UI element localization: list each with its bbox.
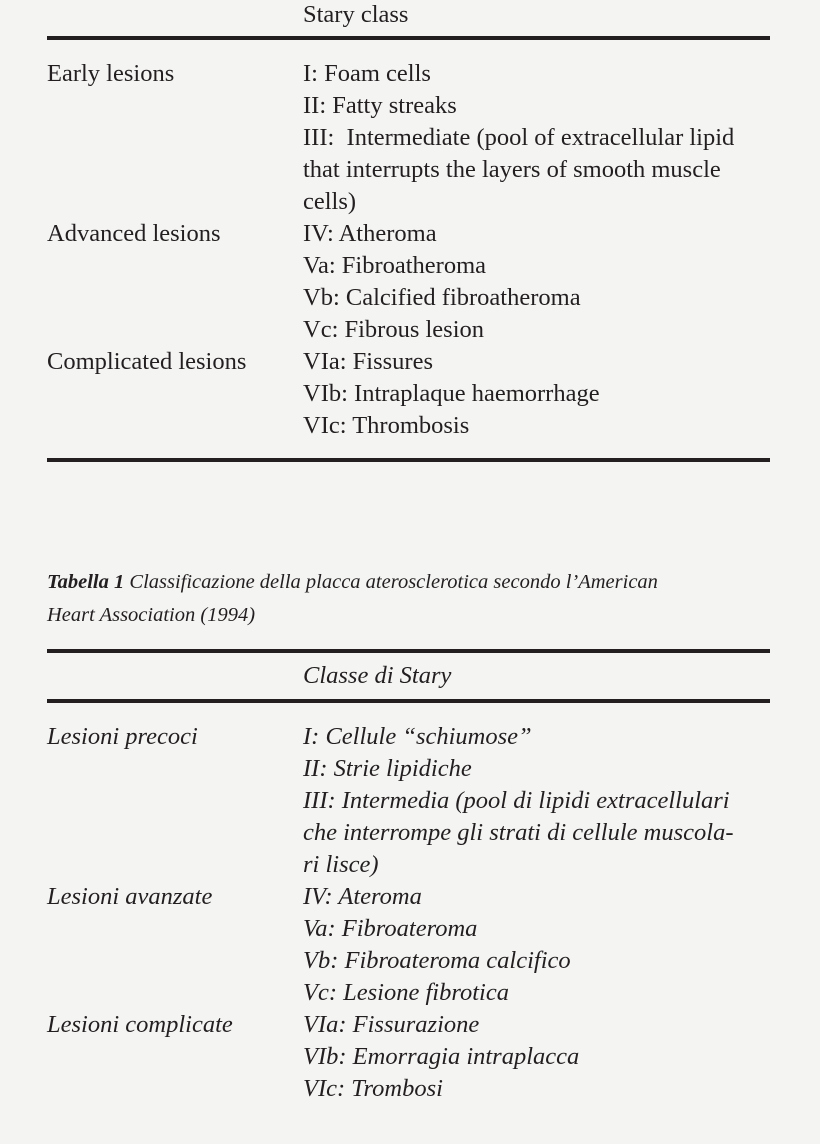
table-one-items-advanced-lesions [303,218,770,346]
list-item: Va: Fibroateroma [303,915,478,942]
table-two-category-lesioni-precoci: Lesioni precoci [47,723,198,750]
list-item: VIa: Fissures [303,348,433,375]
list-item: III: Intermedia (pool di lipidi extracellulari [303,787,730,814]
list-item: Vc: Lesione fibrotica [303,979,509,1006]
table-row [47,346,770,442]
table-one-category-complicated-lesions: Complicated lesions [47,348,247,375]
table-one-body [47,40,770,458]
table-one-items-early-lesions [303,58,770,218]
list-item: VIc: Trombosi [303,1075,443,1102]
list-item: II: Strie lipidiche [303,755,472,782]
list-item: Vb: Calcified fibroatheroma [303,284,581,311]
table-row [47,881,770,1009]
table-one-category-early-lesions: Early lesions [47,60,175,87]
caption-label: Tabella 1 [47,571,125,593]
table-one-items-complicated-lesions [303,346,770,442]
list-item: VIb: Intraplaque haemorrhage [303,380,600,407]
list-item: VIb: Emorragia intraplacca [303,1043,580,1070]
list-item: Va: Fibroatheroma [303,252,487,279]
table-two-items-lesioni-avanzate [303,881,770,1009]
list-item: cells) [303,188,357,215]
table-two-category-lesioni-avanzate: Lesioni avanzate [47,883,213,910]
list-item: VIa: Fissurazione [303,1011,480,1038]
list-item: che interrompe gli strati di cellule muscola- [303,819,734,846]
table-two-body [47,703,770,1105]
list-item: I: Cellule “schiumose” [303,723,532,750]
stary-class-table-english [47,0,770,462]
list-item: Vc: Fibrous lesion [303,316,485,343]
list-item: IV: Ateroma [303,883,422,910]
table-two-items-lesioni-complicate [303,1009,770,1105]
table-row [47,1009,770,1105]
list-item: that interrupts the layers of smooth muscle [303,156,721,183]
list-item: III: Intermediate (pool of extracellular lipid [303,124,735,151]
table-two-category-lesioni-complicate: Lesioni complicate [47,1011,233,1038]
stary-class-table-italian [47,649,770,1105]
table-row [47,58,770,218]
caption-text-line2: Heart Association (1994) [47,604,256,626]
list-item: I: Foam cells [303,60,431,87]
table-two-header-classe-di-stary: Classe di Stary [303,662,452,689]
table-one-header-row [47,0,770,36]
table-row [47,721,770,881]
table-row [47,218,770,346]
list-item: Vb: Fibroateroma calcifico [303,947,571,974]
table-one-bottom-rule [47,458,770,462]
table-two-caption [47,566,773,632]
table-one-category-advanced-lesions: Advanced lesions [47,220,221,247]
list-item: VIc: Thrombosis [303,412,470,439]
list-item: ri lisce) [303,851,379,878]
table-two-header-row [47,653,770,699]
table-one-header-stary-class: Stary class [303,1,409,28]
list-item: IV: Atheroma [303,220,437,247]
list-item: II: Fatty streaks [303,92,457,119]
table-two-items-lesioni-precoci [303,721,770,881]
caption-text-line1: Classificazione della placca aterosclerotica secondo l’American [124,571,658,593]
